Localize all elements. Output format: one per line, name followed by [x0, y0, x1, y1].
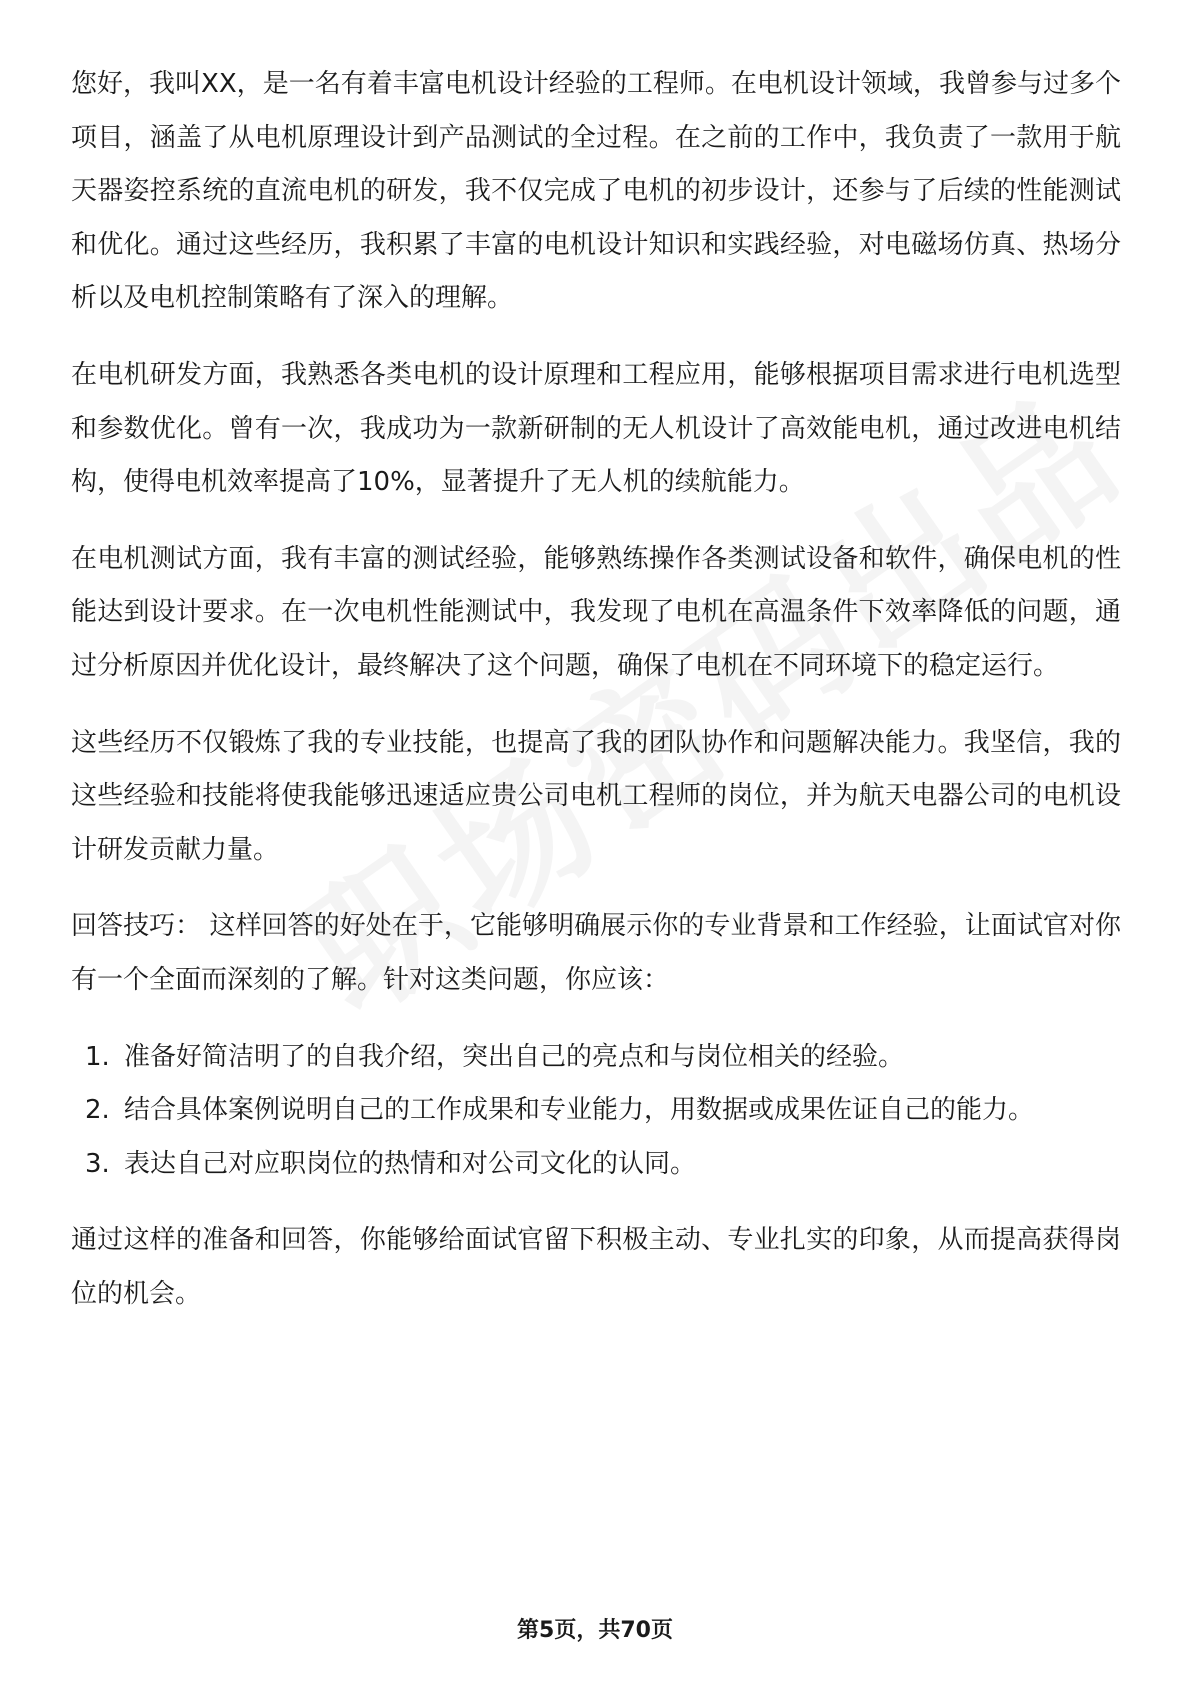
paragraph-testing: 在电机测试方面，我有丰富的测试经验，能够熟练操作各类测试设备和软件，确保电机的性能达到设计要求。在一次电机性能测试中，我发现了电机在高温条件下效率降低的问题，通过分析原因并优化设计，最终解决了这个问题，确保了电机在不同环境下的稳定运行。	[71, 543, 1121, 681]
paragraph-intro: 您好，我叫XX，是一名有着丰富电机设计经验的工程师。在电机设计领域，我曾参与过多个项目，涵盖了从电机原理设计到产品测试的全过程。在之前的工作中，我负责了一款用于航天器姿控系统的直流电机的研发，我不仅完成了电机的初步设计，还参与了后续的性能测试和优化。通过这些经历，我积累了丰富的电机设计知识和实践经验，对电磁场仿真、热场分析以及电机控制策略有了深入的理解。	[71, 69, 1121, 314]
list-item-number: 2.	[85, 1095, 110, 1126]
list-item	[71, 1138, 1121, 1192]
document-body	[71, 58, 1121, 1344]
list-item	[71, 1031, 1121, 1085]
list-item-text: 结合具体案例说明自己的工作成果和专业能力，用数据或成果佐证自己的能力。	[124, 1095, 1035, 1126]
paragraph-closing: 通过这样的准备和回答，你能够给面试官留下积极主动、专业扎实的印象，从而提高获得岗位的机会。	[71, 1225, 1121, 1309]
paragraph-conclusion: 这些经历不仅锻炼了我的专业技能，也提高了我的团队协作和问题解决能力。我坚信，我的这些经验和技能将使我能够迅速适应贵公司电机工程师的岗位，并为航天电器公司的电机设计研发贡献力量。	[71, 727, 1121, 865]
list-item-text: 表达自己对应职岗位的热情和对公司文化的认同。	[124, 1148, 697, 1179]
list-item-number: 3.	[85, 1148, 110, 1179]
paragraph-rd: 在电机研发方面，我熟悉各类电机的设计原理和工程应用，能够根据项目需求进行电机选型和参数优化。曾有一次，我成功为一款新研制的无人机设计了高效能电机，通过改进电机结构，使得电机效率提高了10%，显著提升了无人机的续航能力。	[71, 359, 1121, 498]
paragraph-answer-tips: 回答技巧： 这样回答的好处在于，它能够明确展示你的专业背景和工作经验，让面试官对你有一个全面而深刻的了解。针对这类问题，你应该：	[71, 911, 1121, 995]
list-item-text: 准备好简洁明了的自我介绍，突出自己的亮点和与岗位相关的经验。	[124, 1041, 905, 1072]
list-item-number: 1.	[85, 1041, 110, 1072]
page-number: 第5页，共70页	[517, 1618, 673, 1643]
list-item	[71, 1084, 1121, 1138]
tips-list	[71, 1031, 1121, 1192]
